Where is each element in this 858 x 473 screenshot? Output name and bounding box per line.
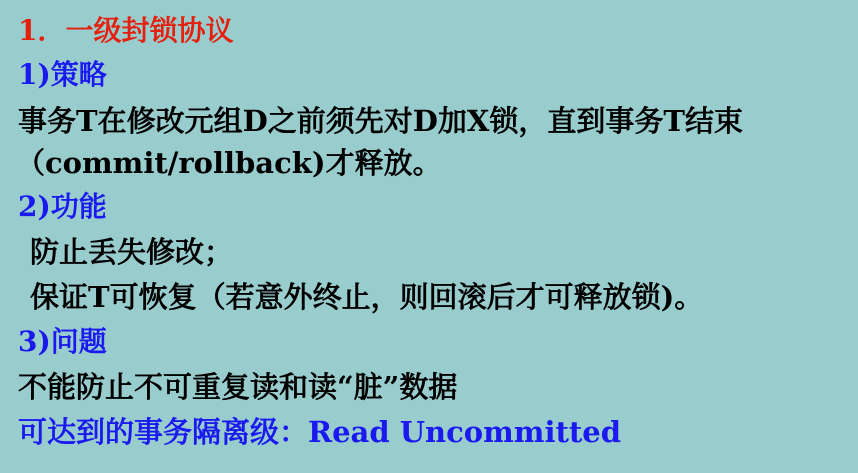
problem-text: 不能防止不可重复读和读“脏”数据	[18, 370, 458, 404]
function-item-2: 保证T可恢复（若意外终止，则回滚后才可释放锁)。	[30, 280, 704, 314]
function-heading: 2)功能	[18, 190, 107, 223]
problem-heading: 3)问题	[18, 325, 107, 358]
slide-title: 1．一级封锁协议	[18, 14, 234, 47]
strategy-heading: 1)策略	[18, 58, 107, 91]
strategy-text-line1: 事务T在修改元组D之前须先对D加X锁，直到事务T结束	[18, 104, 743, 138]
function-item-1: 防止丢失修改；	[30, 235, 234, 269]
isolation-level: 可达到的事务隔离级：Read Uncommitted	[18, 415, 621, 449]
strategy-text-line2: （commit/rollback)才释放。	[16, 146, 442, 180]
